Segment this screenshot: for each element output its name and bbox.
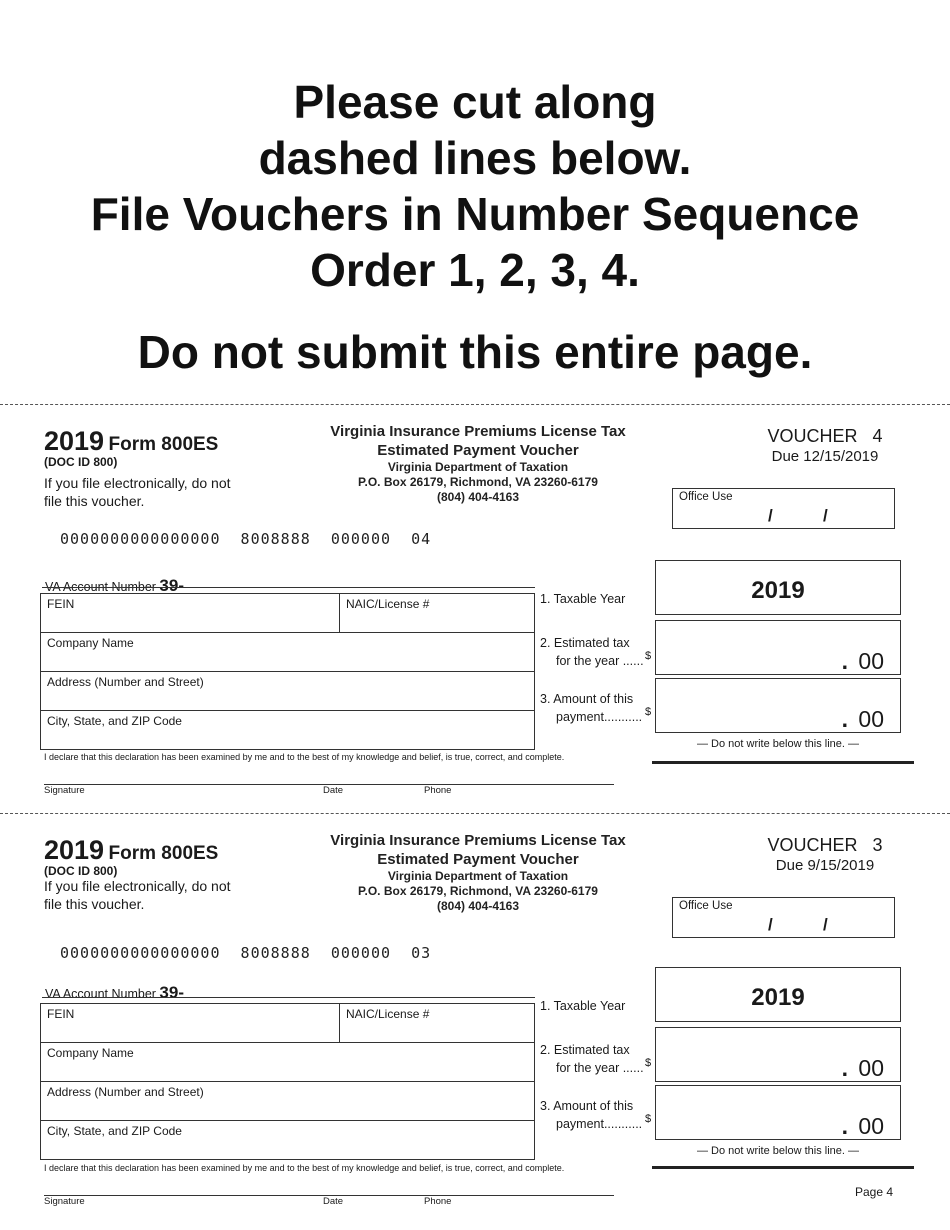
date-slash: / xyxy=(823,915,828,934)
agency-dept: Virginia Department of Taxation xyxy=(387,869,569,883)
office-use-box xyxy=(672,488,895,529)
office-use-box xyxy=(672,897,895,938)
item-payment-amount: 3. Amount of this payment........... xyxy=(540,692,643,724)
dollar-sign: $ xyxy=(645,1113,652,1125)
doc-id: (DOC ID 800) xyxy=(44,455,118,469)
address-label: Address (Number and Street) xyxy=(47,675,204,689)
instruction-line: dashed lines below. xyxy=(258,132,692,184)
taxable-year-box[interactable] xyxy=(655,967,901,1022)
form-number: Form 800ES xyxy=(108,843,219,864)
address-field[interactable] xyxy=(41,672,534,711)
date-label: Date xyxy=(323,1196,344,1207)
payment-amount-box[interactable]: . 00 xyxy=(655,1085,901,1140)
do-not-submit-warning: Do not submit this entire page. xyxy=(137,326,813,378)
phone-label: Phone xyxy=(424,785,452,796)
account-prefix: 39- xyxy=(159,576,184,595)
company-name-label: Company Name xyxy=(47,636,134,650)
agency-dept: Virginia Department of Taxation xyxy=(387,460,569,474)
account-number-input[interactable] xyxy=(42,587,535,588)
account-label-text: VA Account Number xyxy=(45,987,156,1001)
account-number-input[interactable] xyxy=(42,997,535,998)
taxable-year-value: 2019 xyxy=(751,577,805,604)
scan-line: 0000000000000000 8008888 000000 03 xyxy=(60,944,432,962)
divider xyxy=(652,761,914,764)
agency-title: Virginia Insurance Premiums License Tax xyxy=(330,832,626,849)
date-label: Date xyxy=(323,785,344,796)
form-number: Form 800ES xyxy=(108,434,219,455)
do-not-write-note: — Do not write below this line. — xyxy=(696,738,859,750)
taxable-year-value: 2019 xyxy=(751,984,805,1011)
date-slash: / xyxy=(768,915,773,934)
dollar-sign: $ xyxy=(645,706,652,718)
page-number: Page 4 xyxy=(855,1185,894,1199)
company-name-label: Company Name xyxy=(47,1046,134,1060)
cut-instructions xyxy=(0,74,950,298)
estimated-tax-box[interactable]: . 00 xyxy=(655,620,901,675)
payment-amount-box[interactable]: . 00 xyxy=(655,678,901,733)
dollar-sign: $ xyxy=(645,1057,652,1069)
due-date: Due 12/15/2019 xyxy=(771,448,879,465)
divider xyxy=(652,1166,914,1169)
due-date: Due 9/15/2019 xyxy=(775,857,875,874)
item-taxable-year: 1. Taxable Year xyxy=(540,999,626,1013)
agency-subtitle: Estimated Payment Voucher xyxy=(377,851,579,868)
city-label: City, State, and ZIP Code xyxy=(47,1124,182,1138)
cents-value: 00 xyxy=(858,706,884,732)
form-year: 2019 xyxy=(44,426,105,456)
voucher-3 xyxy=(0,813,950,1213)
item-estimated-tax: 2. Estimated tax for the year ...... xyxy=(540,1043,644,1075)
form-year: 2019 xyxy=(44,835,105,865)
form-title xyxy=(44,835,218,866)
estimated-tax-box[interactable]: . 00 xyxy=(655,1027,901,1082)
address-field[interactable] xyxy=(41,1082,534,1121)
declaration-text: I declare that this declaration has been examined by me and to the best of my knowledge and belief, is true, correct, and complete. xyxy=(44,752,565,762)
company-name-field[interactable] xyxy=(41,1043,534,1082)
agency-phone: (804) 404-4163 xyxy=(436,490,520,504)
city-state-zip-field[interactable] xyxy=(41,1121,534,1160)
agency-address: P.O. Box 26179, Richmond, VA 23260-6179 xyxy=(358,475,598,489)
account-prefix: 39- xyxy=(159,983,184,1002)
taxpayer-info-grid xyxy=(40,1003,535,1160)
signature-label: Signature xyxy=(44,1196,85,1207)
agency-title: Virginia Insurance Premiums License Tax xyxy=(330,423,626,440)
agency-block xyxy=(318,831,638,914)
instruction-line: Please cut along xyxy=(293,76,657,128)
agency-address: P.O. Box 26179, Richmond, VA 23260-6179 xyxy=(358,884,598,898)
cents-value: 00 xyxy=(858,1055,884,1081)
office-use-label: Office Use xyxy=(679,900,733,912)
city-state-zip-field[interactable] xyxy=(41,711,534,750)
agency-subtitle: Estimated Payment Voucher xyxy=(377,442,579,459)
taxpayer-info-grid xyxy=(40,593,535,750)
item-payment-amount: 3. Amount of this payment........... xyxy=(540,1099,643,1131)
date-slash: / xyxy=(768,506,773,525)
phone-label: Phone xyxy=(424,1196,452,1207)
item-taxable-year: 1. Taxable Year xyxy=(540,592,626,606)
taxable-year-box[interactable] xyxy=(655,560,901,615)
instruction-line: File Vouchers in Number Sequence xyxy=(90,188,860,240)
agency-block xyxy=(318,422,638,505)
dollar-sign: $ xyxy=(645,650,652,662)
fein-label: FEIN xyxy=(47,1007,75,1021)
agency-phone: (804) 404-4163 xyxy=(436,899,520,913)
form-title xyxy=(44,426,218,457)
address-label: Address (Number and Street) xyxy=(47,1085,204,1099)
voucher-number: VOUCHER 3 xyxy=(767,835,883,855)
cents-value: 00 xyxy=(858,648,884,674)
naic-label: NAIC/License # xyxy=(346,1007,430,1021)
efile-note: If you file electronically, do not file this voucher. xyxy=(44,878,231,912)
city-label: City, State, and ZIP Code xyxy=(47,714,182,728)
declaration-text: I declare that this declaration has been examined by me and to the best of my knowledge and belief, is true, correct, and complete. xyxy=(44,1163,565,1173)
signature-label: Signature xyxy=(44,785,85,796)
do-not-write-note: — Do not write below this line. — xyxy=(696,1145,859,1157)
efile-note: If you file electronically, do not file this voucher. xyxy=(44,475,231,509)
fein-row xyxy=(41,1004,534,1043)
doc-id: (DOC ID 800) xyxy=(44,864,118,878)
account-label-text: VA Account Number xyxy=(45,580,156,594)
voucher-number: VOUCHER 4 xyxy=(767,426,883,446)
voucher-4 xyxy=(0,404,950,804)
account-number-label xyxy=(45,983,184,1003)
company-name-field[interactable] xyxy=(41,633,534,672)
cents-value: 00 xyxy=(858,1113,884,1139)
fein-row xyxy=(41,594,534,633)
item-estimated-tax: 2. Estimated tax for the year ...... xyxy=(540,636,644,668)
date-slash: / xyxy=(823,506,828,525)
naic-label: NAIC/License # xyxy=(346,597,430,611)
office-use-label: Office Use xyxy=(679,491,733,503)
instruction-line: Order 1, 2, 3, 4. xyxy=(310,244,640,296)
fein-label: FEIN xyxy=(47,597,75,611)
scan-line: 0000000000000000 8008888 000000 04 xyxy=(60,530,432,548)
